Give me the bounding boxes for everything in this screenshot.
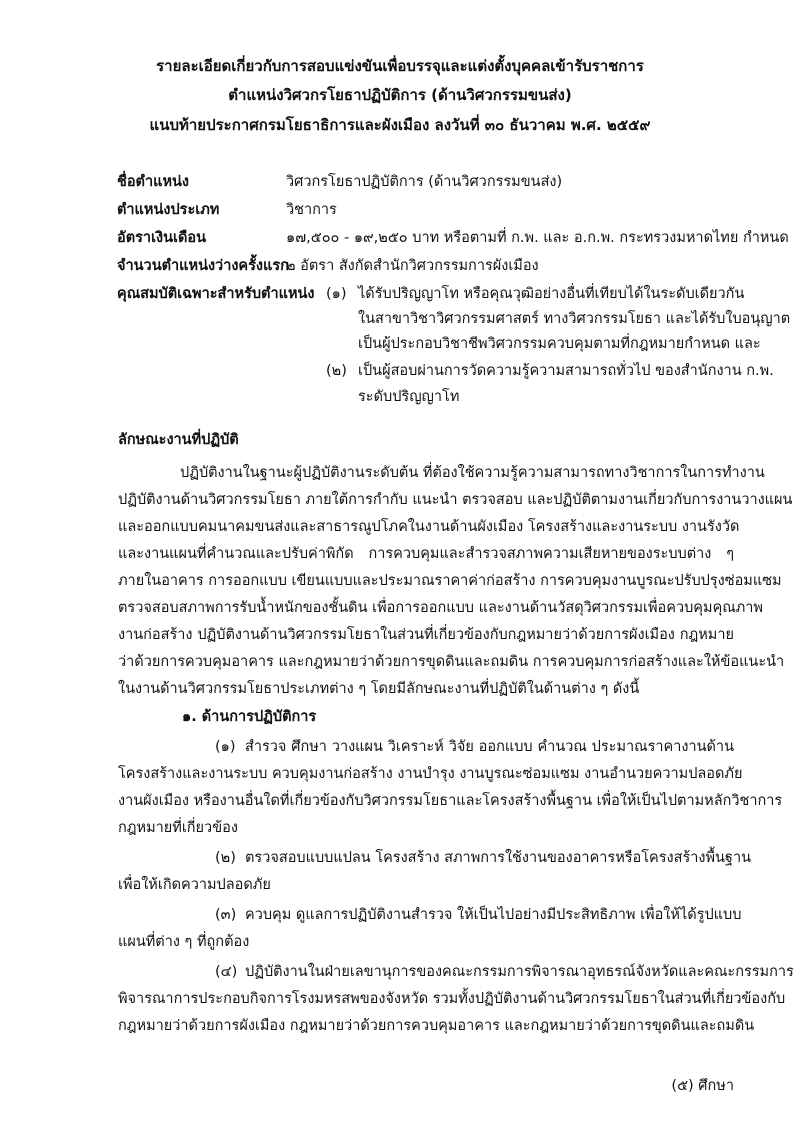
item-number: (๒) [215,850,236,866]
paragraph-line: สำรวจ ศึกษา วางแผน วิเคราะห์ วิจัย ออกแบบ คำนวณ ประมาณราคางานด้าน [245,739,734,755]
paragraph-line: ปฏิบัติงานในฝ่ายเลขานุการของคณะกรรมการพิจารณาอุทธรณ์จังหวัดและคณะกรรมการ [245,964,794,980]
vacancies-label: จำนวนตำแหน่งว่างครั้งแรก [117,258,289,274]
position-name-value: วิศวกรโยธาปฏิบัติการ (ด้านวิศวกรรมขนส่ง) [286,174,563,190]
salary-value: ๑๗,๕๐๐ - ๑๙,๒๕๐ บาท หรือตามที่ ก.พ. และ อ.ก.พ. กระทรวงมหาดไทย กำหนด [286,230,789,246]
paragraph-line: ตรวจสอบสภาพการรับน้ำหนักของชั้นดิน เพื่อการออกแบบ และงานด้านวัสดุวิศวกรรมเพื่อควบคุมคุณภาพ [118,600,763,616]
paragraph-line: เพื่อให้เกิดความปลอดภัย [118,877,271,893]
paragraph-line: พิจารณาการประกอบกิจการโรงมหรสพของจังหวัด รวมทั้งปฏิบัติงานด้านวิศวกรรมโยธาในส่วนที่เกี่ยวข้องกับ [118,991,786,1007]
qualification-line: ระดับปริญญาโท [358,389,460,405]
paragraph-line: ควบคุม ดูแลการปฏิบัติงานสำรวจ ให้เป็นไปอย่างมีประสิทธิภาพ เพื่อให้ได้รูปแบบ [245,907,742,923]
paragraph-line: ว่าด้วยการควบคุมอาคาร และกฎหมายว่าด้วยการขุดดินและถมดิน การควบคุมการก่อสร้างและให้ข้อแนะนำ [118,654,785,670]
qualification-line: ได้รับปริญญาโท หรือคุณวุฒิอย่างอื่นที่เทียบได้ในระดับเดียวกัน [358,286,745,302]
vacancies-value: ๒ อัตรา สังกัดสำนักวิศวกรรมการผังเมือง [286,258,539,274]
salary-label: อัตราเงินเดือน [117,230,206,246]
paragraph-line: กฎหมายที่เกี่ยวข้อง [118,820,238,836]
paragraph-line: ในงานด้านวิศวกรรมโยธาประเภทต่าง ๆ โดยมีลักษณะงานที่ปฏิบัติในด้านต่าง ๆ ดังนี้ [118,681,640,697]
qualification-line: ในสาขาวิชาวิศวกรรมศาสตร์ ทางวิศวกรรมโยธา และได้รับใบอนุญาต [358,311,791,327]
page-continuation-marker: (๕) ศึกษา [671,1078,734,1094]
position-name-label: ชื่อตำแหน่ง [117,174,190,190]
position-type-value: วิชาการ [286,202,337,218]
paragraph-line: แผนที่ต่าง ๆ ที่ถูกต้อง [118,934,250,950]
paragraph-line: ตรวจสอบแบบแปลน โครงสร้าง สภาพการใช้งานของอาคารหรือโครงสร้างพื้นฐาน [245,850,751,866]
qualification-line: เป็นผู้สอบผ่านการวัดความรู้ความสามารถทั่วไป ของสำนักงาน ก.พ. [358,363,774,379]
document-title-line-2: ตำแหน่งวิศวกรโยธาปฏิบัติการ (ด้านวิศวกรรมขนส่ง) [228,86,572,104]
section-title: ๑. ด้านการปฏิบัติการ [182,709,317,725]
document-title-line-1: รายละเอียดเกี่ยวกับการสอบแข่งขันเพื่อบรรจุและแต่งตั้งบุคคลเข้ารับราชการ [156,57,644,75]
job-description-heading: ลักษณะงานที่ปฏิบัติ [118,432,239,448]
item-number: (๓) [215,907,237,923]
qualification-number: (๒) [326,363,347,379]
qualification-number: (๑) [326,286,347,302]
paragraph-line: ปฏิบัติงานด้านวิศวกรรมโยธา ภายใต้การกำกับ แนะนำ ตรวจสอบ และปฏิบัติตามงานเกี่ยวกับการงานวางแผน [118,492,793,508]
paragraph-line: ปฏิบัติงานในฐานะผู้ปฏิบัติงานระดับต้น ที่ต้องใช้ความรู้ความสามารถทางวิชาการในการทำงาน [180,465,765,481]
qualification-line: เป็นผู้ประกอบวิชาชีพวิศวกรรมควบคุมตามที่กฎหมายกำหนด และ [358,336,761,352]
paragraph-line: และออกแบบคมนาคมขนส่งและสาธารณูปโภคในงานด้านผังเมือง โครงสร้างและงานระบบ งานรังวัด [118,519,740,535]
position-type-label: ตำแหน่งประเภท [117,202,220,218]
paragraph-line: งานผังเมือง หรืองานอื่นใดที่เกี่ยวข้องกับวิศวกรรมโยธาและโครงสร้างพื้นฐาน เพื่อให้เป็นไปตามหลักวิชาการ [118,793,783,809]
paragraph-line: กฎหมายว่าด้วยการผังเมือง กฎหมายว่าด้วยการควบคุมอาคาร และกฎหมายว่าด้วยการขุดดินและถมดิน [118,1018,755,1034]
paragraph-line: โครงสร้างและงานระบบ ควบคุมงานก่อสร้าง งานบำรุง งานบูรณะซ่อมแซม งานอำนวยความปลอดภัย [118,766,743,782]
paragraph-line: ภายในอาคาร การออกแบบ เขียนแบบและประมาณราคาค่าก่อสร้าง การควบคุมงานบูรณะปรับปรุงซ่อมแซม [118,573,782,589]
paragraph-line: และงานแผนที่คำนวณและปรับค่าพิกัด การควบคุมและสำรวจสภาพความเสียหายของระบบต่าง ๆ [118,546,734,562]
qualifications-label: คุณสมบัติเฉพาะสำหรับตำแหน่ง [117,286,315,302]
paragraph-line: งานก่อสร้าง ปฏิบัติงานด้านวิศวกรรมโยธาในส่วนที่เกี่ยวข้องกับกฎหมายว่าด้วยการผังเมือง กฎหมาย [118,627,734,643]
item-number: (๑) [215,739,236,755]
document-title-line-3: แนบท้ายประกาศกรมโยธาธิการและผังเมือง ลงวันที่ ๓๐ ธันวาคม พ.ศ. ๒๕๕๙ [149,116,651,134]
item-number: (๔) [215,964,238,980]
